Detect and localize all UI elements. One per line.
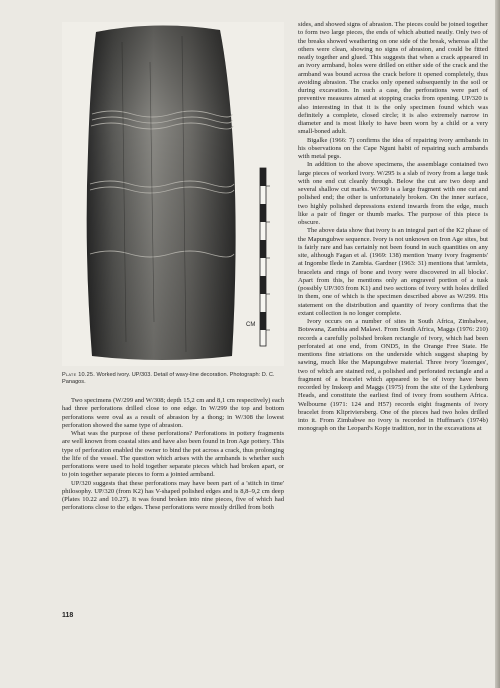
paragraph: Bigalke (1966: 7) confirms the idea of repairing ivory armbands in his observations on the Cape Nguni habit of repairing such armbands with metal pegs. — [298, 136, 488, 160]
scale-label: CM — [246, 322, 256, 328]
paragraph: sides, and showed signs of abrasion. The pieces could be joined together to form two large pieces, the ends of which abutted neatly. Only two of the breaks showed weathering on one side of the break, whereas all the others were clean, showing no signs of abrasion, and could be fitted neatly together and glued. This suggests that when a crack appeared in an ivory armband, holes were drilled on either side of the crack and the armband was bound across the crack before it opened completely, thus avoiding abrasion. The cracks only opened subsequently in the soil or during excavation. In such a case, the perforations were part of preventive measures aimed at stopping cracks from opening. UP/320 is also interesting in that it is the only specimen found which was definitely a complete, closed circle; it is also extremely narrow in diameter and is most likely to have been worn by a child or a very small-boned adult. — [298, 21, 488, 136]
paragraph: What was the purpose of these perforations? Perforations in pottery fragments are well known from coastal sites and have also been found in Iron Age pottery. This type of perforation enabled the owner to bind the pot across a crack, thus prolonging the life of the vessel. The question which arises with the armbands is whether such perforations were used to hold together separate pieces which had broken apart, or to join together separate pieces to form a jointed armband. — [62, 430, 284, 479]
caption-text: Worked ivory. UP/303. Detail of wavy-line decoration. Photograph: D. C. Panagos. — [62, 372, 275, 386]
right-column — [298, 21, 488, 434]
book-spine-shadow — [495, 0, 500, 688]
left-column — [62, 397, 284, 513]
paragraph: The above data show that ivory is an integral part of the K2 phase of the Mapungubwe sequence. Ivory is not unknown on Iron Age sites, but is fairly rare and has certainly not been found in such quantities on any site, although Fagan et al. (1969: 138) mention 'many ivory fragments' at Ingombe Ilede in Zambia. Gardner (1963: 31) mentions that 'armlets, bracelets and rings of bone and ivory were discovered in all blocks'. Apart from this, he mentions only an engraved portion of a tusk (possibly UP/303 from K1) and two sections of ivory with holes drilled in them, one of which is the specimen described above as W/299. His statement on the distribution and quantity of ivory confirms that the extant collection is no longer complete. — [298, 227, 488, 317]
worked-ivory-photo — [62, 22, 284, 366]
paragraph: Ivory occurs on a number of sites in South Africa, Zimbabwe, Botswana, Zambia and Malawi. From South Africa, Maggs (1976: 210) records a carefully polished broken rectangle of ivory, which had been perforated at one end, from OND5, in the Orange Free State. He mentions fine striations on the underside which suggest shaping by sawing, much like the Mapungubwe material. Three ivory 'lozenges', two of which are stained red, a polished and perforated rectangle and a fragment of a bracelet which appeared to be of ivory have been recorded by Inskeep and Maggs (1975) from the site of the Lydenburg Heads, and constitute the earliest find of ivory from southern Africa. Welbourne (1971: 124 and H57) records eight fragments of ivory bracelet from Klipriviersberg. One of the pieces had two holes drilled into it. From Zimbabwe no ivory is recorded in Huffman's (1974b) monograph on the Leopard's Kopje tradition, nor in the excavations at — [298, 318, 488, 433]
plate-number: Plate 10.25. — [62, 372, 95, 378]
paragraph: UP/320 suggests that these perforations may have been part of a 'stitch in time' philosophy. UP/320 (from K2) has V-shaped polished edges and is 8,8–9,2 cm deep (Plates 10.22 and 10.27). It was found broken into nine pieces, five of which had perforations close to the edges. These perforations were mostly drilled from both — [62, 479, 284, 512]
paragraph: Two specimens (W/299 and W/308; depth 15,2 cm and 8,1 cm respectively) each had three perforations drilled close to one edge. In W/299 the top and bottom perforations were oval as a result of abrasion by a thong; in W/308 the lowest perforation showed the same type of abrasion. — [62, 397, 284, 429]
page-number: 118 — [62, 612, 74, 619]
figure-caption — [62, 372, 290, 387]
photo-figure — [62, 22, 284, 366]
paragraph: In addition to the above specimens, the assemblage contained two large pieces of worked ivory. W/295 is a slab of ivory from a large tusk with one end cut cleanly through. Below the cut are two deep and several shallow cut marks. W/309 is a large fragment with one cut and polished end; the other is unfortunately broken. On the inner surface, two highly polished depressions extend inwards from the edge, much like a pair of finger or thumb marks. The purpose of this piece is obscure. — [298, 161, 488, 226]
